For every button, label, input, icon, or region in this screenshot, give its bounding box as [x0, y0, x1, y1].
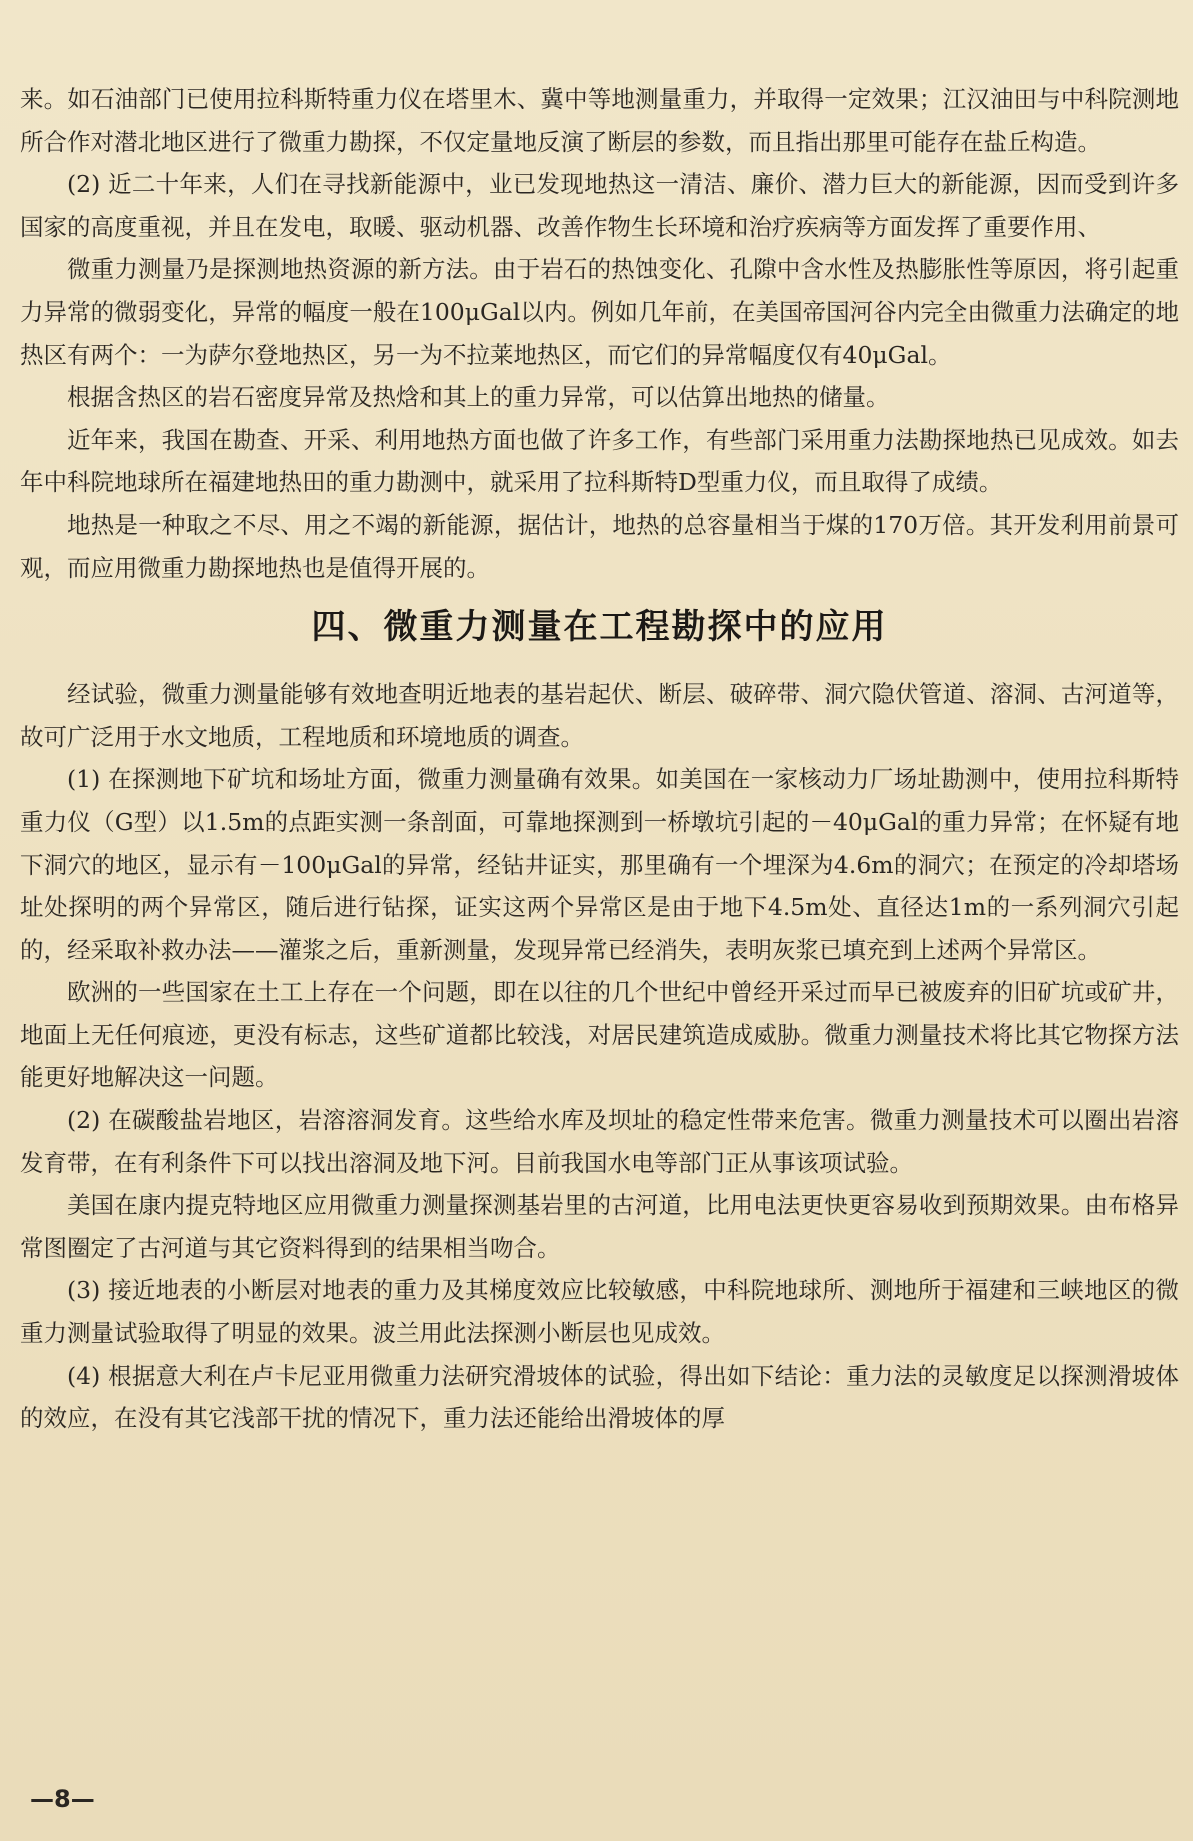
section-heading: 四、微重力测量在工程勘探中的应用	[311, 607, 888, 648]
paragraph: (1) 在探测地下矿坑和场址方面，微重力测量确有效果。如美国在一家核动力厂场址勘测中，使用拉科斯特重力仪（G型）以1.5m的点距实测一条剖面，可靠地探测到一桥墩坑引起的－40μGal的重力异常；在怀疑有地下洞穴的地区，显示有－100μGal的异常，经钻井证实，那里确有一个埋深为4.6m的洞穴；在预定的冷却塔场址处探明的两个异常区，随后进行钻探，证实这两个异常区是由于地下4.5m处、直径达1m的一系列洞穴引起的，经采取补救办法——灌浆之后，重新测量，发现异常已经消失，表明灰浆已填充到上述两个异常区。	[20, 765, 1179, 964]
paragraph: 近年来，我国在勘查、开采、利用地热方面也做了许多工作，有些部门采用重力法勘探地热已见成效。如去年中科院地球所在福建地热田的重力勘测中，就采用了拉科斯特D型重力仪，而且取得了成绩。	[20, 425, 1179, 497]
page-number: —8—	[30, 1785, 95, 1813]
paragraph: 来。如石油部门已使用拉科斯特重力仪在塔里木、冀中等地测量重力，并取得一定效果；江汉油田与中科院测地所合作对潜北地区进行了微重力勘探，不仅定量地反演了断层的参数，而且指出那里可能存在盐丘构造。	[20, 85, 1179, 156]
paragraph: 微重力测量乃是探测地热资源的新方法。由于岩石的热蚀变化、孔隙中含水性及热膨胀性等原因，将引起重力异常的微弱变化，异常的幅度一般在100μGal以内。例如几年前，在美国帝国河谷内完全由微重力法确定的地热区有两个：一为萨尔登地热区，另一为不拉莱地热区，而它们的异常幅度仅有40μGal。	[20, 255, 1179, 369]
paragraph: (2) 在碳酸盐岩地区，岩溶溶洞发育。这些给水库及坝址的稳定性带来危害。微重力测量技术可以圈出岩溶发育带，在有利条件下可以找出溶洞及地下河。目前我国水电等部门正从事该项试验。	[20, 1106, 1179, 1177]
paragraph: (2) 近二十年来，人们在寻找新能源中，业已发现地热这一清洁、廉价、潜力巨大的新能源，因而受到许多国家的高度重视，并且在发电，取暖、驱动机器、改善作物生长环境和治疗疾病等方面发挥了重要作用、	[20, 170, 1179, 241]
paragraph: 经试验，微重力测量能够有效地查明近地表的基岩起伏、断层、破碎带、洞穴隐伏管道、溶洞、古河道等，故可广泛用于水文地质，工程地质和环境地质的调查。	[20, 680, 1179, 751]
paragraph: 欧洲的一些国家在土工上存在一个问题，即在以往的几个世纪中曾经开采过而早已被废弃的旧矿坑或矿井，地面上无任何痕迹，更没有标志，这些矿道都比较浅，对居民建筑造成威胁。微重力测量技术将比其它物探方法能更好地解决这一问题。	[20, 978, 1179, 1092]
paragraph: 根据含热区的岩石密度异常及热焓和其上的重力异常，可以估算出地热的储量。	[67, 383, 890, 412]
paragraph: 地热是一种取之不尽、用之不竭的新能源，据估计，地热的总容量相当于煤的170万倍。其开发利用前景可观，而应用微重力勘探地热也是值得开展的。	[20, 510, 1179, 582]
body-text-top	[20, 78, 1179, 589]
paragraph: 美国在康内提克特地区应用微重力测量探测基岩里的古河道，比用电法更快更容易收到预期效果。由布格异常图圈定了古河道与其它资料得到的结果相当吻合。	[20, 1191, 1179, 1262]
paragraph: (4) 根据意大利在卢卡尼亚用微重力法研究滑坡体的试验，得出如下结论：重力法的灵敏度足以探测滑坡体的效应，在没有其它浅部干扰的情况下，重力法还能给出滑坡体的厚	[20, 1361, 1179, 1433]
paragraph: (3) 接近地表的小断层对地表的重力及其梯度效应比较敏感，中科院地球所、测地所于福建和三峡地区的微重力测量试验取得了明显的效果。波兰用此法探测小断层也见成效。	[20, 1276, 1179, 1348]
body-text-bottom	[20, 673, 1179, 1440]
